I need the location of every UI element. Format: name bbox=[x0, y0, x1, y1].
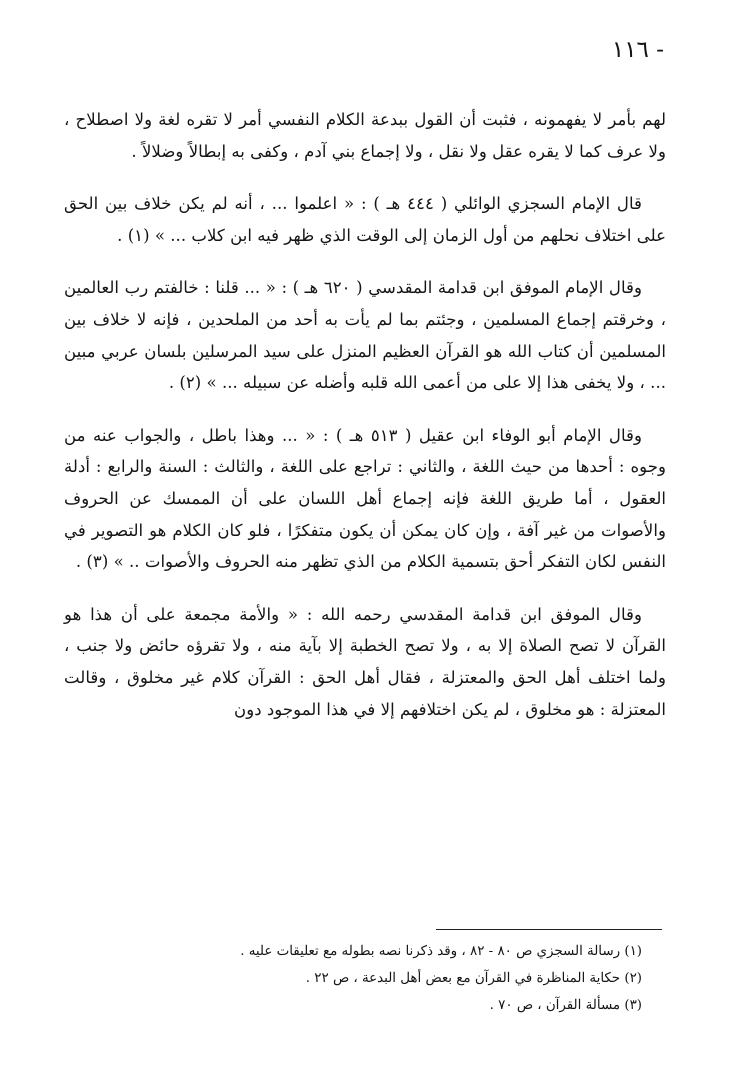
paragraph-3: وقال الإمام الموفق ابن قدامة المقدسي ( ٦٢٠ هـ ) : « ... قلنا : خالفتم رب العالمين ، وخرقتم إجماع المسلمين ، وجئتم بما لم يأت به أحد من الملحدين ، فإنه لا خلاف بين المسلمين أن كتاب الله هو القرآن العظيم المنزل على سيد المرسلين بلسان عربي مبين ... ، ولا يخفى هذا إلا على من أعمى الله قلبه وأضله عن سبيله ... » (٢) . bbox=[64, 278, 666, 393]
footnote-2: (٢) حكاية المناظرة في القرآن مع بعض أهل البدعة ، ص ٢٢ . bbox=[305, 971, 642, 986]
footnote-3: (٣) مسألة القرآن ، ص ٧٠ . bbox=[489, 998, 642, 1013]
paragraph-1: لهم بأمر لا يفهمونه ، فثبت أن القول ببدعة الكلام النفسي أمر لا تقره لغة ولا اصطلاح ، ولا عرف كما لا يقره عقل ولا نقل ، ولا إجماع بني آدم ، وكفى به إبطالاً وضلالاً . bbox=[64, 110, 666, 161]
main-text bbox=[64, 104, 666, 746]
footnote-separator bbox=[436, 929, 662, 930]
paragraph-4: وقال الإمام أبو الوفاء ابن عقيل ( ٥١٣ هـ ) : « ... وهذا باطل ، والجواب عنه من وجوه : أحدها من حيث اللغة ، والثاني : تراجع على اللغة ، والثالث : السنة والرابع : أدلة العقول ، أما طريق اللغة فإنه إجماع أهل اللسان على أن الممسك عن الحروف والأصوات من غير آفة ، وإن كان يمكن أن يكون متفكرًا ، فلو كان الكلام هو التصوير في النفس لكان التفكر أحق بتسمية الكلام من الذي تظهر منه الحروف والأصوات .. » (٣) . bbox=[64, 425, 666, 572]
page-number: - ١١٦ bbox=[611, 37, 664, 63]
paragraph-2: قال الإمام السجزي الوائلي ( ٤٤٤ هـ ) : « اعلموا ... ، أنه لم يكن خلاف بين الحق على اختلاف نحلهم من أول الزمان إلى الوقت الذي ظهر فيه ابن كلاب ... » (١) . bbox=[64, 194, 666, 245]
footnotes bbox=[70, 938, 642, 1019]
footnote-1: (١) رسالة السجزي ص ٨٠ - ٨٢ ، وقد ذكرنا نصه بطوله مع تعليقات عليه . bbox=[240, 944, 642, 959]
paragraph-5: وقال الموفق ابن قدامة المقدسي رحمه الله : « والأمة مجمعة على أن هذا هو القرآن لا تصح الصلاة إلا به ، ولا تصح الخطبة إلا بآية منه ، ولا تقرؤه حائض ولا جنب ، ولما اختلف أهل الحق والمعتزلة ، فقال أهل الحق : القرآن كلام غير مخلوق ، وقالت المعتزلة : هو مخلوق ، لم يكن اختلافهم إلا في هذا الموجود دون bbox=[64, 604, 666, 719]
